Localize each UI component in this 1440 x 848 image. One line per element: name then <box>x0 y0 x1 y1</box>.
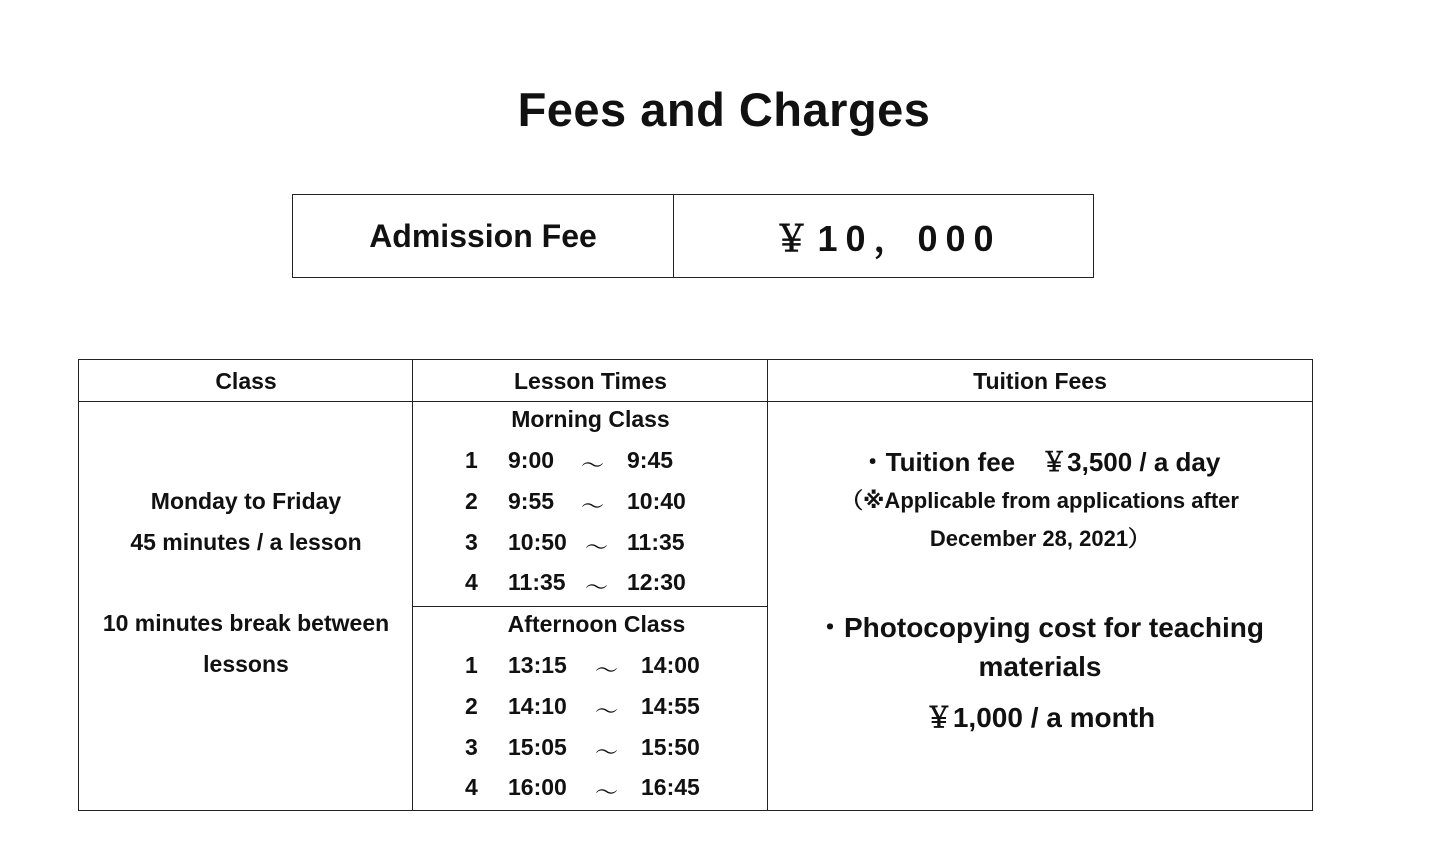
lesson-separator: ～ <box>595 739 618 765</box>
lesson-separator: ～ <box>585 574 608 600</box>
lesson-number: 4 <box>465 774 478 800</box>
afternoon-lesson-row <box>413 693 768 723</box>
lesson-separator: ～ <box>595 779 618 805</box>
morning-lesson-row <box>413 529 768 559</box>
lesson-separator: ～ <box>595 657 618 683</box>
class-break-line1: 10 minutes break between <box>102 610 390 636</box>
lesson-number: 3 <box>465 529 478 555</box>
header-lesson-times: Lesson Times <box>514 367 667 394</box>
afternoon-lesson-row <box>413 652 768 682</box>
morning-class-title: Morning Class <box>511 406 670 432</box>
admission-fee-label: Admission Fee <box>293 195 674 277</box>
lesson-end: 14:00 <box>641 652 700 678</box>
lesson-end: 16:45 <box>641 774 700 800</box>
page-title: Fees and Charges <box>517 83 931 136</box>
lesson-separator: ～ <box>585 534 608 560</box>
lesson-start: 14:10 <box>508 693 567 719</box>
lesson-number: 3 <box>465 734 478 760</box>
session-divider <box>413 606 768 607</box>
lesson-number: 1 <box>465 447 478 473</box>
lesson-number: 2 <box>465 488 478 514</box>
lesson-end: 11:35 <box>627 529 685 555</box>
lesson-start: 11:35 <box>508 569 566 595</box>
class-break-line2: lessons <box>203 651 289 677</box>
afternoon-lesson-row <box>413 774 768 804</box>
tuition-note-line2: December 28, 2021） <box>929 526 1151 551</box>
lesson-end: 10:40 <box>627 488 686 514</box>
photocopy-cost-line3: ￥1,000 / a month <box>924 702 1156 733</box>
photocopy-cost-line2: materials <box>978 651 1102 682</box>
lesson-separator: ～ <box>581 452 604 478</box>
class-cell <box>79 402 413 810</box>
lesson-end: 12:30 <box>627 569 686 595</box>
lesson-number: 4 <box>465 569 478 595</box>
table-header-row <box>79 360 1312 402</box>
lesson-number: 2 <box>465 693 478 719</box>
class-days: Monday to Friday <box>150 488 342 514</box>
lesson-end: 14:55 <box>641 693 700 719</box>
lesson-start: 15:05 <box>508 734 567 760</box>
fees-table <box>78 359 1313 811</box>
morning-lesson-row <box>413 488 768 518</box>
morning-lesson-row <box>413 447 768 477</box>
class-duration: 45 minutes / a lesson <box>130 529 362 555</box>
lesson-start: 13:15 <box>508 652 567 678</box>
afternoon-lesson-row <box>413 734 768 764</box>
afternoon-class-title: Afternoon Class <box>507 611 686 637</box>
lesson-separator: ～ <box>581 493 604 519</box>
lesson-end: 15:50 <box>641 734 700 760</box>
lesson-separator: ～ <box>595 698 618 724</box>
tuition-fees-cell <box>768 402 1312 810</box>
lesson-start: 16:00 <box>508 774 567 800</box>
lesson-end: 9:45 <box>627 447 674 473</box>
lesson-start: 10:50 <box>508 529 567 555</box>
admission-fee-value: ￥10，000 <box>773 217 1002 259</box>
tuition-note-line1: （※Applicable from applications after <box>841 488 1239 513</box>
header-tuition-fees: Tuition Fees <box>973 367 1107 394</box>
lesson-start: 9:55 <box>508 488 555 514</box>
photocopy-cost-line1: ・Photocopying cost for teaching <box>815 612 1264 643</box>
header-class: Class <box>215 367 277 394</box>
lesson-start: 9:00 <box>508 447 555 473</box>
morning-lesson-row <box>413 569 768 599</box>
admission-fee-box <box>292 194 1094 278</box>
lesson-times-cell <box>413 402 768 810</box>
tuition-fee-line: ・Tuition fee ￥3,500 / a day <box>859 447 1221 477</box>
lesson-number: 1 <box>465 652 478 678</box>
